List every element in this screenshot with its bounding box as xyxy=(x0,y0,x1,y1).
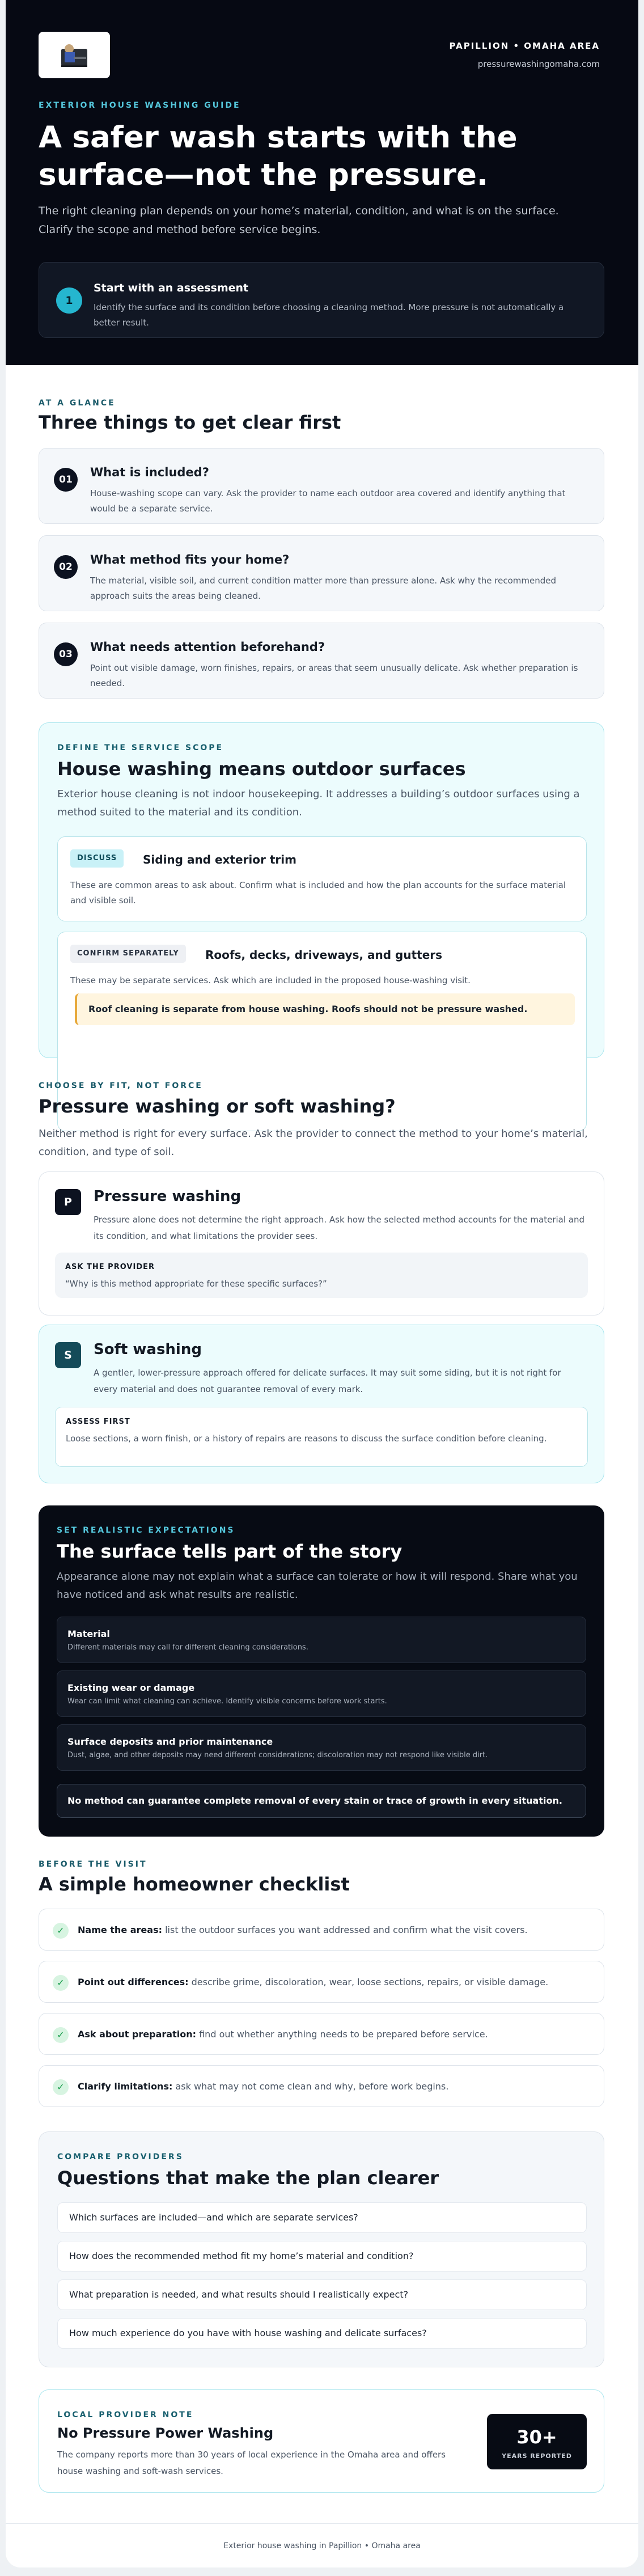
row-title: Surface deposits and prior maintenance xyxy=(67,1736,273,1747)
assess-text: Loose sections, a worn finish, or a history of repairs are reasons to discuss the surface condition before cleaning. xyxy=(66,1433,547,1444)
item-number: 02 xyxy=(54,555,78,579)
discuss-title: Siding and exterior trim xyxy=(143,853,296,866)
item-title: What method fits your home? xyxy=(90,553,290,566)
soft-icon: S xyxy=(55,1342,81,1368)
questions-title: Questions that make the plan clearer xyxy=(57,2167,439,2189)
step-number-badge: 1 xyxy=(56,287,82,314)
assessment-title: Start with an assessment xyxy=(94,282,249,294)
checklist-text xyxy=(78,1975,548,1990)
hero-lede: The right cleaning plan depends on your home’s material, condition, and what is on the surface. Clarify the scope and method before service begins. xyxy=(39,205,559,236)
assess-first-box xyxy=(55,1407,588,1467)
item-text: Point out visible damage, worn finishes, repairs, or areas that seem unusually delicate. Ask whether preparation is needed. xyxy=(90,663,578,688)
checklist-bold: Name the areas: xyxy=(78,1924,162,1935)
checklist-text xyxy=(78,1923,528,1938)
expectation-row xyxy=(57,1724,586,1771)
question-item: Which surfaces are included—and which are separate services? xyxy=(57,2202,587,2233)
soft-title: Soft washing xyxy=(94,1341,202,1358)
stat-value: 30+ xyxy=(516,2426,557,2448)
page-title: A safer wash starts with the surface—not the pressure. xyxy=(39,120,518,192)
row-text: Different materials may call for different cleaning considerations. xyxy=(67,1643,308,1652)
row-title: Existing wear or damage xyxy=(67,1682,195,1693)
question-item: How does the recommended method fit my home’s material and condition? xyxy=(57,2241,587,2272)
checklist-bold: Ask about preparation: xyxy=(78,2029,197,2040)
discuss-text: These are common areas to ask about. Confirm what is included and how the plan accounts for the surface material and visible soil. xyxy=(70,880,566,906)
item-number: 03 xyxy=(54,642,78,666)
check-icon: ✓ xyxy=(53,2079,69,2095)
scope-text: Exterior house cleaning is not indoor housekeeping. It addresses a building’s outdoor surfaces using a method suited to the material and its condition. xyxy=(57,788,580,818)
guide-card xyxy=(6,0,638,2567)
roof-warning: Roof cleaning is separate from house washing. Roofs should not be pressure washed. xyxy=(75,993,575,1025)
row-text: Dust, algae, and other deposits may need different considerations; discoloration may not respond like visible dirt. xyxy=(67,1751,488,1759)
item-title: What is included? xyxy=(90,466,209,479)
confirm-tag: CONFIRM SEPARATELY xyxy=(70,945,186,963)
pressure-icon: P xyxy=(55,1189,81,1215)
item-title: What needs attention beforehand? xyxy=(90,640,325,654)
item-text: House-washing scope can vary. Ask the provider to name each outdoor area covered and identify anything that would be a separate service. xyxy=(90,488,566,514)
methods-title: Pressure washing or soft washing? xyxy=(39,1095,396,1117)
ask-label: ASK THE PROVIDER xyxy=(65,1263,155,1271)
expectations-eyebrow: SET REALISTIC EXPECTATIONS xyxy=(57,1526,235,1535)
company-logo[interactable] xyxy=(39,32,110,78)
provider-name: No Pressure Power Washing xyxy=(57,2425,274,2441)
hero xyxy=(6,0,638,365)
checklist-item xyxy=(39,2013,604,2055)
checklist-item xyxy=(39,2065,604,2107)
checklist-bold: Clarify limitations: xyxy=(78,2081,173,2092)
pressure-text: Pressure alone does not determine the right approach. Ask how the selected method accounts for the material and its condition, and what limitations the provider sees. xyxy=(94,1215,585,1241)
soft-text: A gentler, lower-pressure approach offered for delicate surfaces. It may suit some siding, but it is not right for every material and does not guarantee removal of every mark. xyxy=(94,1368,561,1394)
discuss-box xyxy=(57,836,587,921)
soft-washing-card xyxy=(39,1325,604,1483)
assessment-text: Identify the surface and its condition before choosing a cleaning method. More pressure is not automatically a better result. xyxy=(94,302,564,328)
confirm-text: These may be separate services. Ask which are included in the proposed house-washing visit. xyxy=(70,975,471,985)
glance-item xyxy=(39,535,604,611)
assessment-callout xyxy=(39,262,604,338)
confirm-title: Roofs, decks, driveways, and gutters xyxy=(205,948,443,962)
item-number: 01 xyxy=(54,468,78,492)
checklist-title: A simple homeowner checklist xyxy=(39,1873,350,1895)
checklist-detail: find out whether anything needs to be prepared before service. xyxy=(196,2029,488,2040)
brand-location: PAPILLION • OMAHA AREA xyxy=(449,41,600,51)
check-icon: ✓ xyxy=(53,1923,69,1939)
questions-section xyxy=(39,2131,604,2367)
checklist-detail: list the outdoor surfaces you want addressed and confirm what the visit covers. xyxy=(162,1924,528,1935)
ask-provider-box xyxy=(55,1253,588,1298)
item-text: The material, visible soil, and current condition matter more than pressure alone. Ask why the recommended approach suits the areas being cleaned. xyxy=(90,576,557,601)
expectation-row xyxy=(57,1670,586,1717)
ask-text: “Why is this method appropriate for these specific surfaces?” xyxy=(65,1279,327,1289)
footer: Exterior house washing in Papillion • Omaha area xyxy=(6,2523,638,2567)
website-link[interactable]: pressurewashingomaha.com xyxy=(477,59,600,69)
row-text: Wear can limit what cleaning can achieve. Identify visible concerns before work starts. xyxy=(67,1697,387,1706)
years-stat xyxy=(487,2414,587,2469)
discuss-tag: DISCUSS xyxy=(70,849,124,868)
provider-text: The company reports more than 30 years of local experience in the Omaha area and offers house washing and soft-wash services. xyxy=(57,2450,446,2476)
scope-eyebrow: DEFINE THE SERVICE SCOPE xyxy=(57,743,224,752)
expectations-text: Appearance alone may not explain what a surface can tolerate or how it will respond. Share what you have noticed and ask what results are realistic. xyxy=(57,1571,578,1601)
expectation-row xyxy=(57,1617,586,1663)
methods-text: Neither method is right for every surface. Ask the provider to connect the method to your home’s material, condition, and type of soil. xyxy=(39,1128,588,1158)
no-guarantee-note: No method can guarantee complete removal of every stain or trace of growth in every situation. xyxy=(57,1784,586,1818)
checklist-detail: describe grime, discoloration, wear, loose sections, repairs, or visible damage. xyxy=(188,1977,549,1987)
glance-item xyxy=(39,448,604,524)
methods-eyebrow: CHOOSE BY FIT, NOT FORCE xyxy=(39,1081,203,1090)
local-eyebrow: LOCAL PROVIDER NOTE xyxy=(57,2410,194,2420)
row-title: Material xyxy=(67,1628,110,1639)
expectations-title: The surface tells part of the story xyxy=(57,1541,402,1562)
scope-title: House washing means outdoor surfaces xyxy=(57,758,466,780)
brand-block xyxy=(449,41,600,69)
stat-label: YEARS REPORTED xyxy=(502,2452,572,2460)
local-provider-section xyxy=(39,2389,604,2493)
question-item: How much experience do you have with house washing and delicate surfaces? xyxy=(57,2318,587,2349)
check-icon: ✓ xyxy=(53,2027,69,2043)
check-icon: ✓ xyxy=(53,1975,69,1991)
expectations-section xyxy=(39,1505,604,1837)
assess-label: ASSESS FIRST xyxy=(66,1418,130,1426)
checklist-item xyxy=(39,1909,604,1951)
checklist-text xyxy=(78,2079,448,2094)
hero-eyebrow: EXTERIOR HOUSE WASHING GUIDE xyxy=(39,101,241,110)
glance-item xyxy=(39,623,604,699)
checklist-detail: ask what may not come clean and why, before work begins. xyxy=(172,2081,449,2092)
checklist-eyebrow: BEFORE THE VISIT xyxy=(39,1860,147,1869)
question-item: What preparation is needed, and what results should I realistically expect? xyxy=(57,2279,587,2310)
checklist-bold: Point out differences: xyxy=(78,1977,189,1987)
pressure-washing-card xyxy=(39,1171,604,1316)
pressure-title: Pressure washing xyxy=(94,1188,242,1205)
checklist-text xyxy=(78,2027,488,2042)
checklist-item xyxy=(39,1961,604,2003)
glance-eyebrow: AT A GLANCE xyxy=(39,399,116,408)
glance-title: Three things to get clear first xyxy=(39,412,341,433)
questions-eyebrow: COMPARE PROVIDERS xyxy=(57,2152,184,2162)
